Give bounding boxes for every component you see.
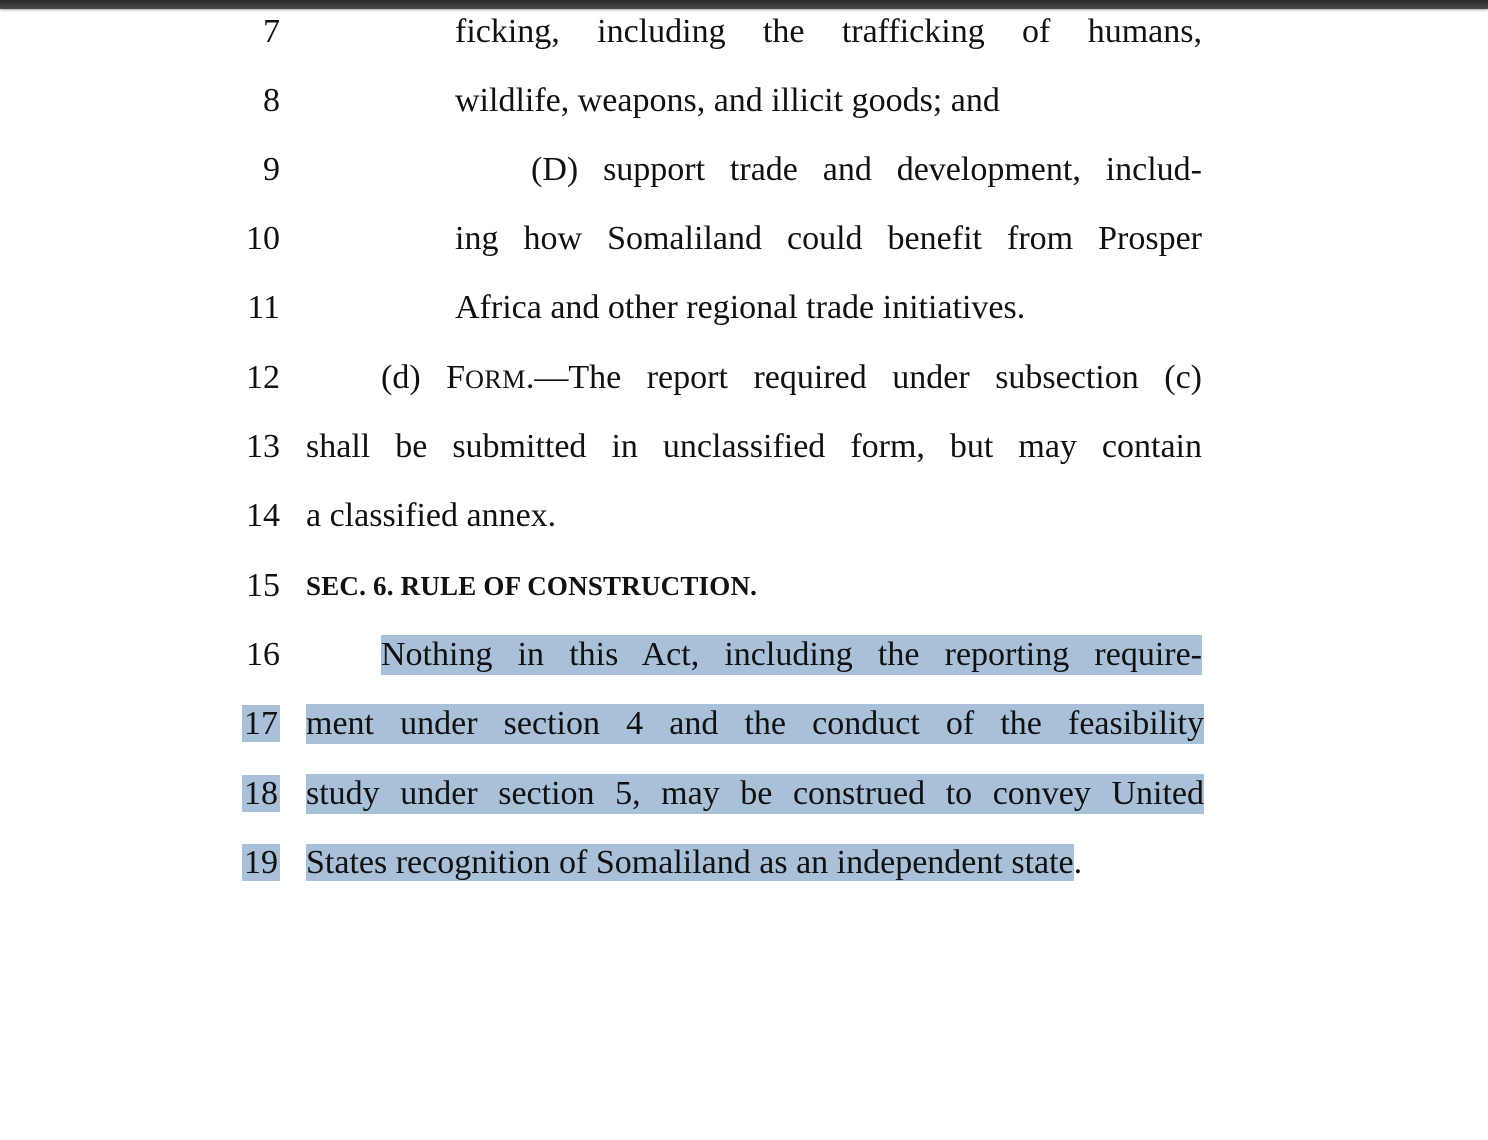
line-text[interactable]: ficking, including the trafficking of humans, bbox=[455, 13, 1202, 50]
document-line bbox=[0, 219, 1488, 259]
line-number: 9 bbox=[263, 151, 280, 188]
document-line bbox=[0, 774, 1488, 814]
document-line bbox=[0, 12, 1488, 52]
subsection-label: (d) F bbox=[381, 359, 466, 396]
line-text[interactable]: wildlife, weapons, and illicit goods; and bbox=[455, 82, 1000, 119]
line-number: 14 bbox=[246, 497, 280, 534]
document-line bbox=[0, 566, 1488, 606]
selected-text: States recognition of Somaliland as an independent state bbox=[306, 844, 1074, 881]
document-line bbox=[0, 288, 1488, 328]
line-number: 12 bbox=[246, 359, 280, 396]
line-number: 7 bbox=[263, 13, 280, 50]
line-text[interactable]: shall be submitted in unclassified form, but may contain bbox=[306, 428, 1202, 465]
line-number: 11 bbox=[247, 289, 280, 326]
line-number: 10 bbox=[246, 220, 280, 257]
selected-line-text[interactable]: ment under section 4 and the conduct of the feasibility bbox=[306, 705, 1204, 742]
selected-line-number: 17 bbox=[244, 705, 278, 742]
line-end-punctuation: . bbox=[1073, 844, 1083, 881]
document-line bbox=[0, 427, 1488, 467]
selected-line-number: 18 bbox=[244, 775, 278, 812]
line-number: 16 bbox=[246, 636, 280, 673]
line-text[interactable]: a classified annex. bbox=[306, 497, 557, 534]
subsection-form-paragraph[interactable] bbox=[381, 358, 1202, 400]
line-text[interactable]: (D) support trade and development, includ- bbox=[531, 151, 1202, 188]
line-number: 13 bbox=[246, 428, 280, 465]
document-line bbox=[0, 496, 1488, 536]
line-number bbox=[240, 843, 280, 883]
small-caps-heading: ORM bbox=[465, 365, 526, 394]
line-text[interactable]: ing how Somaliland could benefit from Prosper bbox=[455, 220, 1202, 257]
document-line bbox=[0, 843, 1488, 883]
document-line bbox=[0, 81, 1488, 121]
line-number bbox=[240, 774, 280, 814]
line-number: 15 bbox=[246, 567, 280, 604]
selected-line-text[interactable] bbox=[306, 843, 1202, 883]
document-line bbox=[0, 704, 1488, 744]
selected-line-number: 19 bbox=[244, 844, 278, 881]
document-line bbox=[0, 150, 1488, 190]
line-text: .—The report required under subsection (c) bbox=[525, 359, 1202, 396]
line-text[interactable]: Africa and other regional trade initiatives. bbox=[455, 289, 1026, 326]
selected-line-text[interactable]: study under section 5, may be construed to convey United bbox=[306, 775, 1204, 812]
document-line bbox=[0, 358, 1488, 398]
document-line bbox=[0, 635, 1488, 675]
selected-line-text[interactable]: Nothing in this Act, including the reporting require- bbox=[381, 636, 1202, 673]
section-heading[interactable]: SEC. 6. RULE OF CONSTRUCTION. bbox=[306, 571, 758, 601]
line-number: 8 bbox=[263, 82, 280, 119]
line-number bbox=[240, 704, 280, 744]
